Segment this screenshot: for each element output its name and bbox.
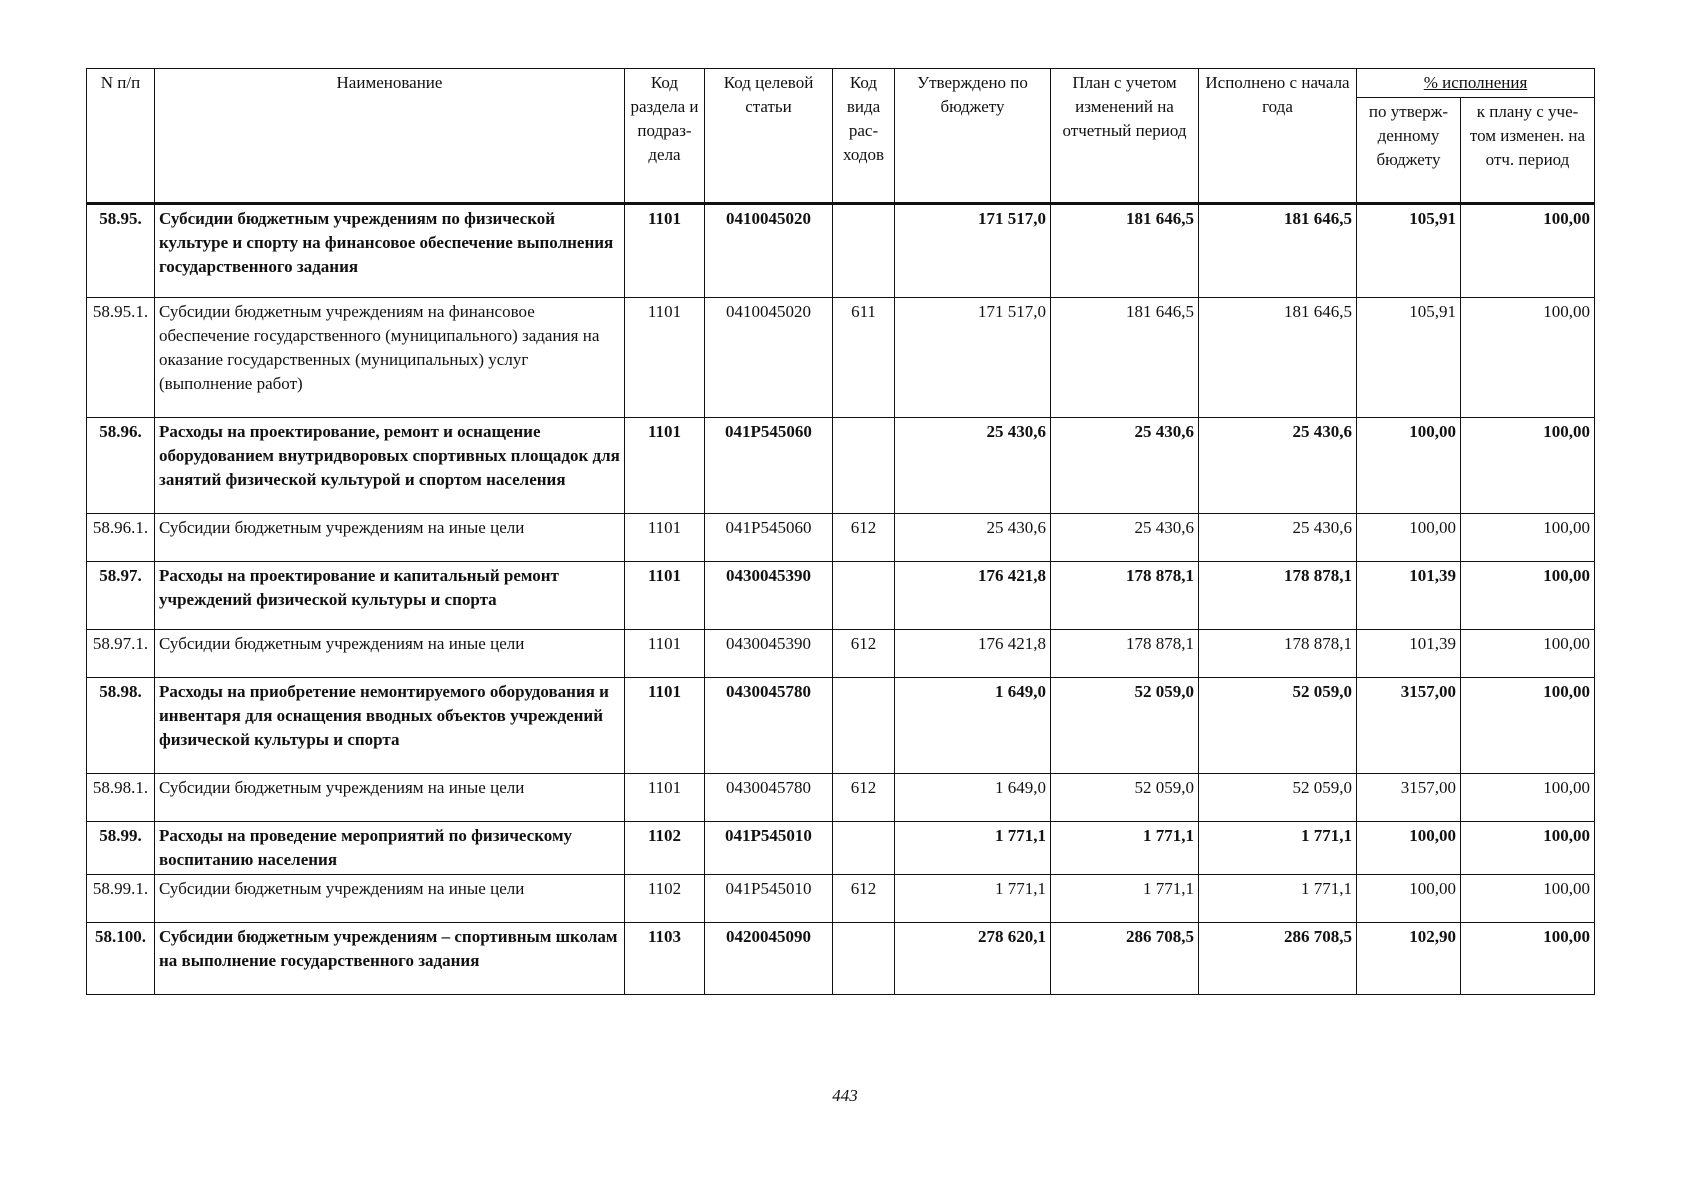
row-expense-type xyxy=(833,822,895,875)
table-row xyxy=(87,774,1595,822)
row-pct-plan: 100,00 xyxy=(1461,875,1595,923)
page-number: 443 xyxy=(832,1086,858,1105)
row-target-code: 0430045390 xyxy=(705,630,833,678)
table-row xyxy=(87,298,1595,418)
header-executed: Исполнено с начала года xyxy=(1199,69,1357,204)
row-executed: 52 059,0 xyxy=(1199,774,1357,822)
row-executed: 178 878,1 xyxy=(1199,630,1357,678)
row-target-code: 041P545010 xyxy=(705,875,833,923)
row-section-code: 1101 xyxy=(625,678,705,774)
row-number: 58.100. xyxy=(87,923,155,995)
row-pct-plan: 100,00 xyxy=(1461,418,1595,514)
table-row xyxy=(87,822,1595,875)
row-pct-plan: 100,00 xyxy=(1461,630,1595,678)
row-approved: 176 421,8 xyxy=(895,630,1051,678)
row-number: 58.97.1. xyxy=(87,630,155,678)
header-pct-plan: к плану с уче-том изменен. на отч. период xyxy=(1461,98,1595,204)
table-body xyxy=(87,204,1595,995)
row-pct-budget: 102,90 xyxy=(1357,923,1461,995)
row-expense-type: 611 xyxy=(833,298,895,418)
row-executed: 52 059,0 xyxy=(1199,678,1357,774)
header-target-code: Код целевой статьи xyxy=(705,69,833,204)
row-pct-budget: 100,00 xyxy=(1357,822,1461,875)
row-executed: 1 771,1 xyxy=(1199,822,1357,875)
row-pct-budget: 100,00 xyxy=(1357,875,1461,923)
table-row xyxy=(87,204,1595,298)
row-executed: 181 646,5 xyxy=(1199,298,1357,418)
row-expense-type xyxy=(833,678,895,774)
row-executed: 286 708,5 xyxy=(1199,923,1357,995)
row-name: Расходы на проведение мероприятий по физическому воспитанию населения xyxy=(155,822,625,875)
row-approved: 1 771,1 xyxy=(895,822,1051,875)
row-expense-type: 612 xyxy=(833,630,895,678)
row-target-code: 0420045090 xyxy=(705,923,833,995)
row-executed: 178 878,1 xyxy=(1199,562,1357,630)
row-number: 58.99. xyxy=(87,822,155,875)
row-pct-budget: 100,00 xyxy=(1357,418,1461,514)
row-pct-plan: 100,00 xyxy=(1461,514,1595,562)
row-target-code: 0430045780 xyxy=(705,678,833,774)
table-row xyxy=(87,514,1595,562)
row-name: Субсидии бюджетным учреждениям на иные цели xyxy=(155,514,625,562)
row-expense-type: 612 xyxy=(833,875,895,923)
header-name: Наименование xyxy=(155,69,625,204)
row-expense-type xyxy=(833,418,895,514)
row-target-code: 0410045020 xyxy=(705,298,833,418)
row-executed: 25 430,6 xyxy=(1199,418,1357,514)
row-name: Расходы на проектирование и капитальный ремонт учреждений физической культуры и спорта xyxy=(155,562,625,630)
row-number: 58.99.1. xyxy=(87,875,155,923)
row-pct-plan: 100,00 xyxy=(1461,562,1595,630)
row-plan: 181 646,5 xyxy=(1051,204,1199,298)
row-approved: 171 517,0 xyxy=(895,298,1051,418)
row-section-code: 1101 xyxy=(625,774,705,822)
row-plan: 286 708,5 xyxy=(1051,923,1199,995)
table-row xyxy=(87,630,1595,678)
header-num: N п/п xyxy=(87,69,155,204)
row-approved: 278 620,1 xyxy=(895,923,1051,995)
row-section-code: 1101 xyxy=(625,204,705,298)
row-plan: 1 771,1 xyxy=(1051,875,1199,923)
row-pct-budget: 3157,00 xyxy=(1357,678,1461,774)
row-name: Субсидии бюджетным учреждениям на иные цели xyxy=(155,875,625,923)
row-approved: 171 517,0 xyxy=(895,204,1051,298)
row-number: 58.97. xyxy=(87,562,155,630)
row-section-code: 1101 xyxy=(625,418,705,514)
row-plan: 52 059,0 xyxy=(1051,678,1199,774)
row-name: Субсидии бюджетным учреждениям на иные цели xyxy=(155,774,625,822)
row-target-code: 041P545060 xyxy=(705,418,833,514)
row-plan: 1 771,1 xyxy=(1051,822,1199,875)
row-approved: 1 649,0 xyxy=(895,774,1051,822)
row-number: 58.98.1. xyxy=(87,774,155,822)
row-plan: 52 059,0 xyxy=(1051,774,1199,822)
row-target-code: 041P545060 xyxy=(705,514,833,562)
row-section-code: 1102 xyxy=(625,875,705,923)
row-target-code: 0430045780 xyxy=(705,774,833,822)
row-number: 58.98. xyxy=(87,678,155,774)
row-approved: 1 649,0 xyxy=(895,678,1051,774)
row-name: Субсидии бюджетным учреждениям по физической культуре и спорту на финансовое обеспечение выполнения государственного задания xyxy=(155,204,625,298)
row-expense-type xyxy=(833,923,895,995)
row-approved: 1 771,1 xyxy=(895,875,1051,923)
row-approved: 25 430,6 xyxy=(895,514,1051,562)
row-name: Расходы на проектирование, ремонт и оснащение оборудованием внутридворовых спортивных площадок для занятий физической культурой и спортом населения xyxy=(155,418,625,514)
header-pct-budget: по утверж-денному бюджету xyxy=(1357,98,1461,204)
row-expense-type xyxy=(833,562,895,630)
row-name: Субсидии бюджетным учреждениям – спортивным школам на выполнение государственного задания xyxy=(155,923,625,995)
row-executed: 1 771,1 xyxy=(1199,875,1357,923)
row-approved: 25 430,6 xyxy=(895,418,1051,514)
header-percent-group: % исполнения xyxy=(1357,69,1595,98)
table-row xyxy=(87,418,1595,514)
row-executed: 25 430,6 xyxy=(1199,514,1357,562)
row-pct-plan: 100,00 xyxy=(1461,774,1595,822)
table-header xyxy=(87,69,1595,204)
row-pct-plan: 100,00 xyxy=(1461,822,1595,875)
row-plan: 178 878,1 xyxy=(1051,562,1199,630)
row-pct-plan: 100,00 xyxy=(1461,298,1595,418)
row-section-code: 1101 xyxy=(625,298,705,418)
row-executed: 181 646,5 xyxy=(1199,204,1357,298)
row-section-code: 1102 xyxy=(625,822,705,875)
header-section-code: Код раздела и подраз-дела xyxy=(625,69,705,204)
row-expense-type: 612 xyxy=(833,774,895,822)
row-section-code: 1101 xyxy=(625,630,705,678)
row-pct-plan: 100,00 xyxy=(1461,204,1595,298)
row-number: 58.95. xyxy=(87,204,155,298)
budget-execution-table xyxy=(86,68,1595,995)
table-row xyxy=(87,875,1595,923)
row-approved: 176 421,8 xyxy=(895,562,1051,630)
row-section-code: 1101 xyxy=(625,562,705,630)
row-pct-plan: 100,00 xyxy=(1461,678,1595,774)
row-pct-budget: 3157,00 xyxy=(1357,774,1461,822)
row-name: Расходы на приобретение немонтируемого оборудования и инвентаря для оснащения вводных объектов учреждений физической культуры и спорта xyxy=(155,678,625,774)
row-section-code: 1101 xyxy=(625,514,705,562)
row-expense-type: 612 xyxy=(833,514,895,562)
row-number: 58.96.1. xyxy=(87,514,155,562)
row-number: 58.95.1. xyxy=(87,298,155,418)
header-plan: План с учетом изменений на отчетный период xyxy=(1051,69,1199,204)
row-target-code: 041P545010 xyxy=(705,822,833,875)
row-target-code: 0410045020 xyxy=(705,204,833,298)
row-pct-budget: 101,39 xyxy=(1357,630,1461,678)
row-plan: 181 646,5 xyxy=(1051,298,1199,418)
row-pct-budget: 101,39 xyxy=(1357,562,1461,630)
row-pct-plan: 100,00 xyxy=(1461,923,1595,995)
row-plan: 25 430,6 xyxy=(1051,514,1199,562)
row-name: Субсидии бюджетным учреждениям на финансовое обеспечение государственного (муниципального) задания на оказание государственных (муниципальных) услуг (выполнение работ) xyxy=(155,298,625,418)
row-expense-type xyxy=(833,204,895,298)
row-target-code: 0430045390 xyxy=(705,562,833,630)
row-plan: 178 878,1 xyxy=(1051,630,1199,678)
row-name: Субсидии бюджетным учреждениям на иные цели xyxy=(155,630,625,678)
row-number: 58.96. xyxy=(87,418,155,514)
row-plan: 25 430,6 xyxy=(1051,418,1199,514)
header-expense-type: Код вида рас-ходов xyxy=(833,69,895,204)
table-row xyxy=(87,678,1595,774)
row-pct-budget: 105,91 xyxy=(1357,204,1461,298)
row-pct-budget: 100,00 xyxy=(1357,514,1461,562)
table-row xyxy=(87,923,1595,995)
header-approved: Утверждено по бюджету xyxy=(895,69,1051,204)
table-row xyxy=(87,562,1595,630)
row-pct-budget: 105,91 xyxy=(1357,298,1461,418)
row-section-code: 1103 xyxy=(625,923,705,995)
